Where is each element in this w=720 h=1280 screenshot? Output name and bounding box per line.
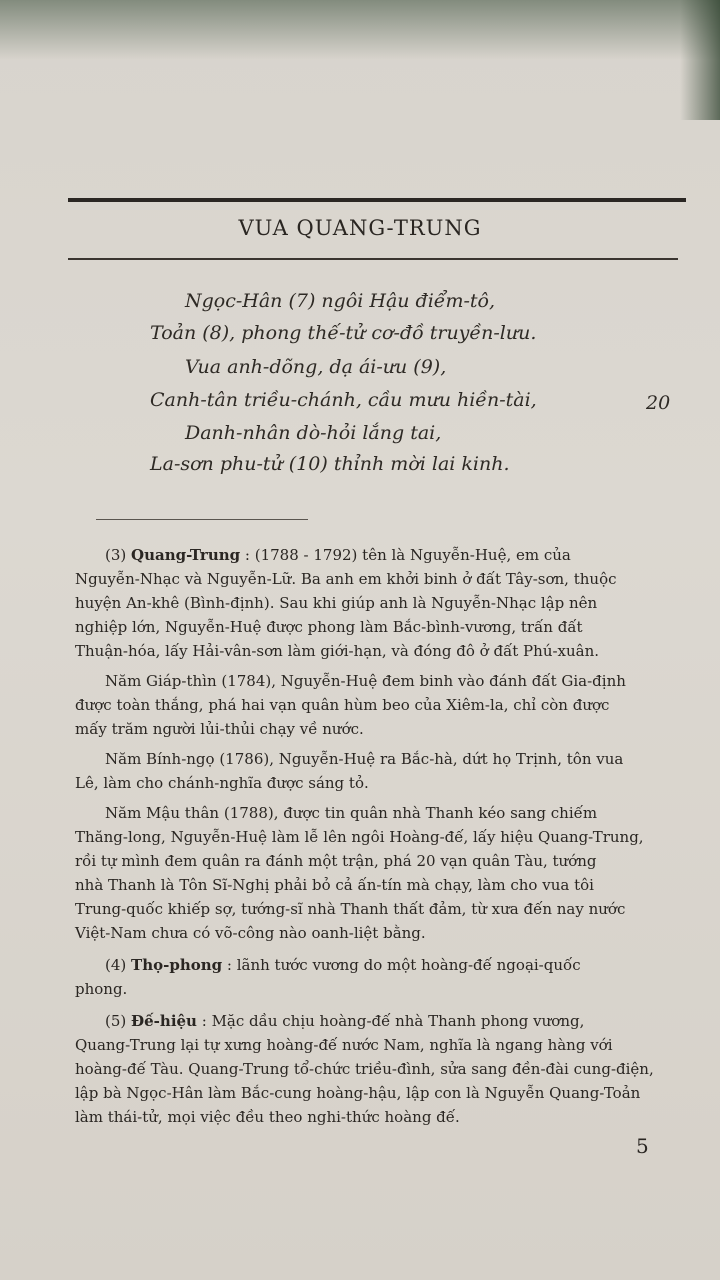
verse-line: La-sơn phu-tử (10) thỉnh mời lai kinh. [150,453,510,475]
note-line: Thuận-hóa, lấy Hải-vân-sơn làm giới-hạn, và đóng đô ở đất Phú-xuân. [75,642,600,660]
header-underline [68,258,678,260]
note-line: Năm Bính-ngọ (1786), Nguyễn-Huệ ra Bắc-hà, dứt họ Trịnh, tôn vua [105,750,624,768]
note-line: Nguyễn-Nhạc và Nguyễn-Lữ. Ba anh em khởi binh ở đất Tây-sơn, thuộc [75,570,617,588]
note-heading [105,546,571,564]
page-number: 5 [636,1134,649,1158]
note-line: làm thái-tử, mọi việc đều theo nghi-thức hoàng đế. [75,1108,460,1126]
note-separator: : [240,546,250,564]
note-line: Quang-Trung lại tự xưng hoàng-đế nước Nam, nghĩa là ngang hàng với [75,1036,613,1054]
line-number: 20 [646,392,671,414]
note-text: lãnh tước vương do một hoàng-đế ngoại-quốc [231,956,581,974]
note-line: Việt-Nam chưa có võ-công nào oanh-liệt bằng. [75,924,426,942]
running-header: VUA QUANG-TRUNG [238,216,482,240]
note-line: Thăng-long, Nguyễn-Huệ làm lễ lên ngôi Hoàng-đế, lấy hiệu Quang-Trung, [75,828,644,846]
note-number: (4) [105,956,127,974]
note-line: rồi tự mình đem quân ra đánh một trận, phá 20 vạn quân Tàu, tướng [75,852,597,870]
note-line: mấy trăm người lủi-thủi chạy về nước. [75,720,364,738]
top-shadow [0,0,720,60]
note-heading [105,956,581,974]
note-line: nghiệp lớn, Nguyễn-Huệ được phong làm Bắc-bình-vương, trấn đất [75,618,583,636]
note-line: Năm Mậu thân (1788), được tin quân nhà Thanh kéo sang chiếm [105,804,598,822]
note-number: (3) [105,546,127,564]
note-term: Thọ-phong [131,956,223,974]
note-line: lập bà Ngọc-Hân làm Bắc-cung hoàng-hậu, lập con là Nguyễn Quang-Toản [75,1084,641,1102]
note-line: Lê, làm cho chánh-nghĩa được sáng tỏ. [75,774,369,792]
note-line: huyện An-khê (Bình-định). Sau khi giúp anh là Nguyễn-Nhạc lập nên [75,594,598,612]
note-line: nhà Thanh là Tôn Sĩ-Nghị phải bỏ cả ấn-tín mà chạy, làm cho vua tôi [75,876,594,894]
verse-line: Vua anh-dõng, dạ ái-ưu (9), [185,356,447,378]
note-line: được toàn thắng, phá hai vạn quân hùm beo của Xiêm-la, chỉ còn được [75,696,610,714]
note-term: Quang-Trung [131,546,241,564]
note-text: Mặc dầu chịu hoàng-đế nhà Thanh phong vương, [206,1012,585,1030]
footnote-rule [96,519,308,520]
note-number: (5) [105,1012,127,1030]
note-term: Đế-hiệu [131,1012,197,1030]
verse-line: Canh-tân triều-chánh, cầu mưu hiền-tài, [150,389,537,411]
note-separator: : [196,1012,207,1030]
note-line: phong. [75,980,128,998]
corner-shadow [680,0,720,120]
header-rule [68,198,686,202]
note-line: Năm Giáp-thìn (1784), Nguyễn-Huệ đem binh vào đánh đất Gia-định [105,672,626,690]
note-text: (1788 - 1792) tên là Nguyễn-Huệ, em của [249,546,571,564]
note-line: hoàng-đế Tàu. Quang-Trung tổ-chức triều-đình, sửa sang đền-đài cung-điện, [75,1060,654,1078]
note-heading [105,1012,584,1030]
note-separator: : [222,956,232,974]
verse-line: Danh-nhân dò-hỏi lắng tai, [185,422,442,444]
verse-line: Ngọc-Hân (7) ngôi Hậu điểm-tô, [185,290,496,312]
verse-line: Toản (8), phong thế-tử cơ-đồ truyền-lưu. [150,322,537,344]
note-line: Trung-quốc khiếp sợ, tướng-sĩ nhà Thanh thất đảm, từ xưa đến nay nước [75,900,626,918]
